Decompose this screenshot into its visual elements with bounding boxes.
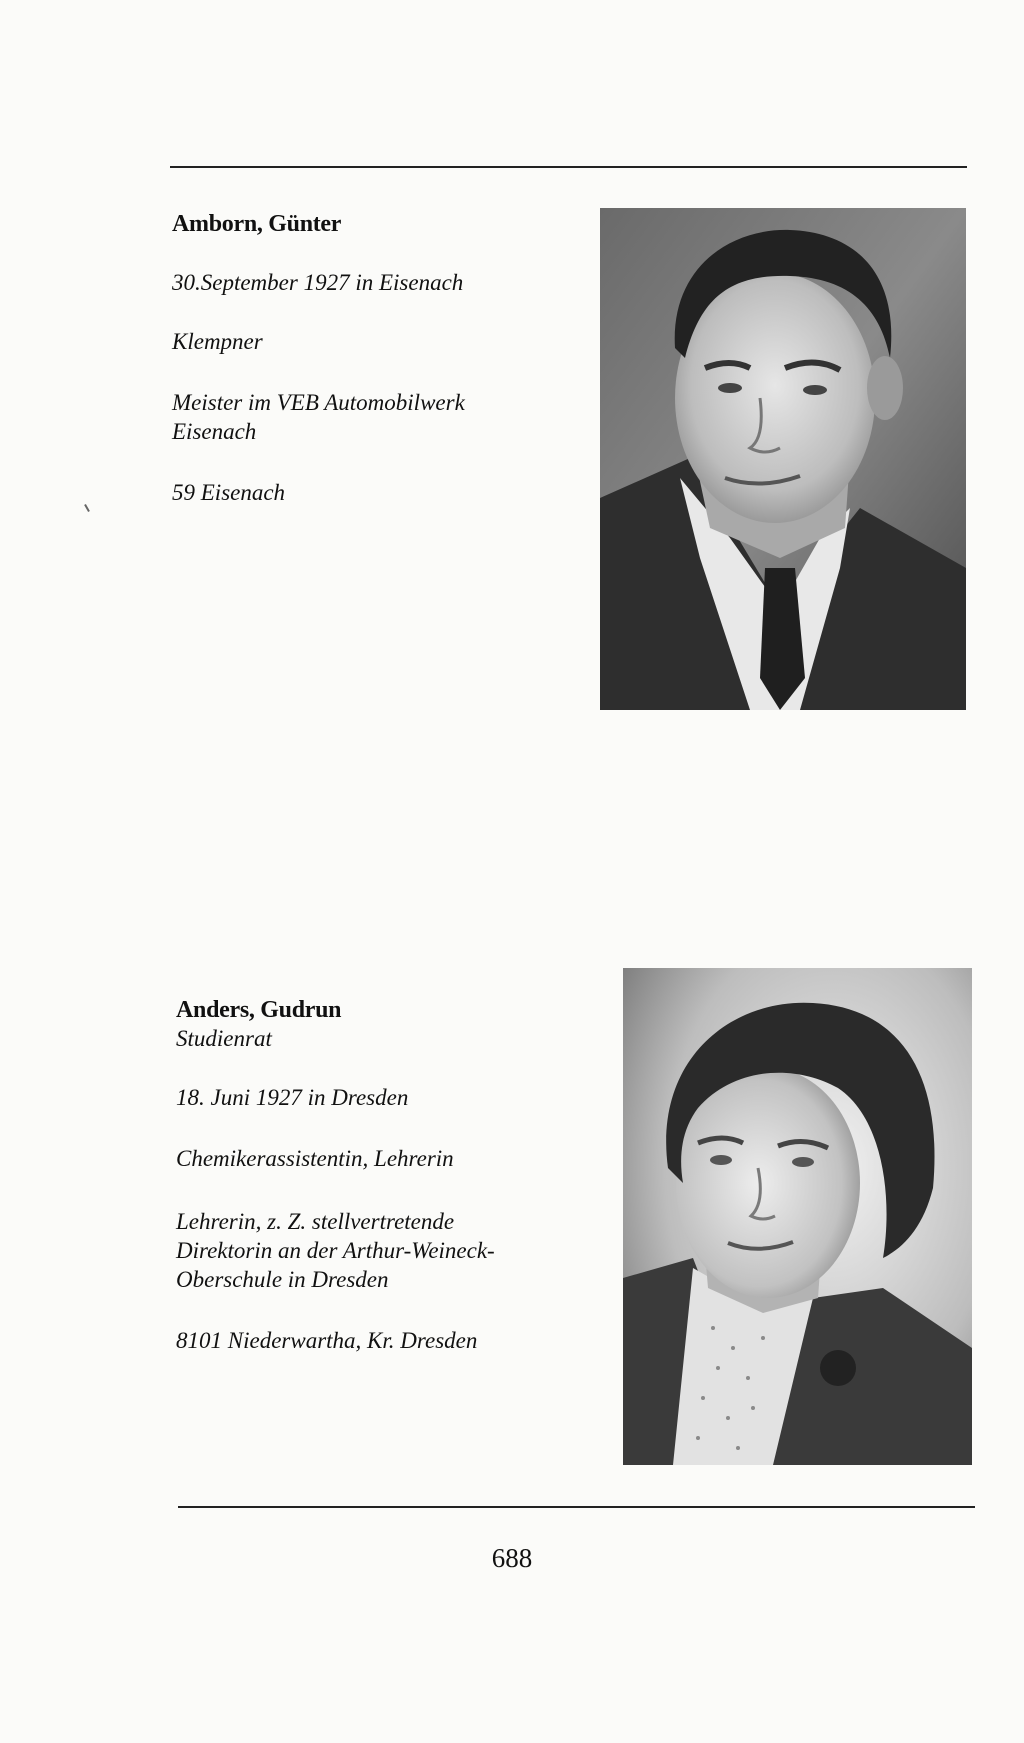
entry-amborn bbox=[172, 210, 572, 507]
entry-position: Lehrerin, z. Z. stellvertretende Direktorin an der Arthur-Weineck- Oberschule in Dresden bbox=[176, 1209, 495, 1292]
entry-training: Klempner bbox=[172, 329, 263, 354]
entry-training: Chemikerassistentin, Lehrerin bbox=[176, 1146, 454, 1171]
portrait-photo-amborn bbox=[600, 208, 966, 710]
entry-position: Meister im VEB Automobilwerk Eisenach bbox=[172, 390, 465, 444]
portrait-photo-anders bbox=[623, 968, 972, 1465]
entry-birth: 30.September 1927 in Eisenach bbox=[172, 270, 464, 295]
entry-name: Anders, Gudrun bbox=[176, 997, 342, 1023]
top-rule bbox=[170, 166, 967, 168]
entry-name: Amborn, Günter bbox=[172, 211, 342, 237]
entry-birth: 18. Juni 1927 in Dresden bbox=[176, 1085, 409, 1110]
entry-address: 59 Eisenach bbox=[172, 480, 286, 505]
stray-mark bbox=[84, 504, 90, 512]
entry-address: 8101 Niederwartha, Kr. Dresden bbox=[176, 1328, 478, 1353]
entry-anders bbox=[176, 996, 576, 1355]
entry-title: Studienrat bbox=[176, 1026, 272, 1051]
page-number: 688 bbox=[491, 1543, 533, 1573]
bottom-rule bbox=[178, 1506, 975, 1508]
